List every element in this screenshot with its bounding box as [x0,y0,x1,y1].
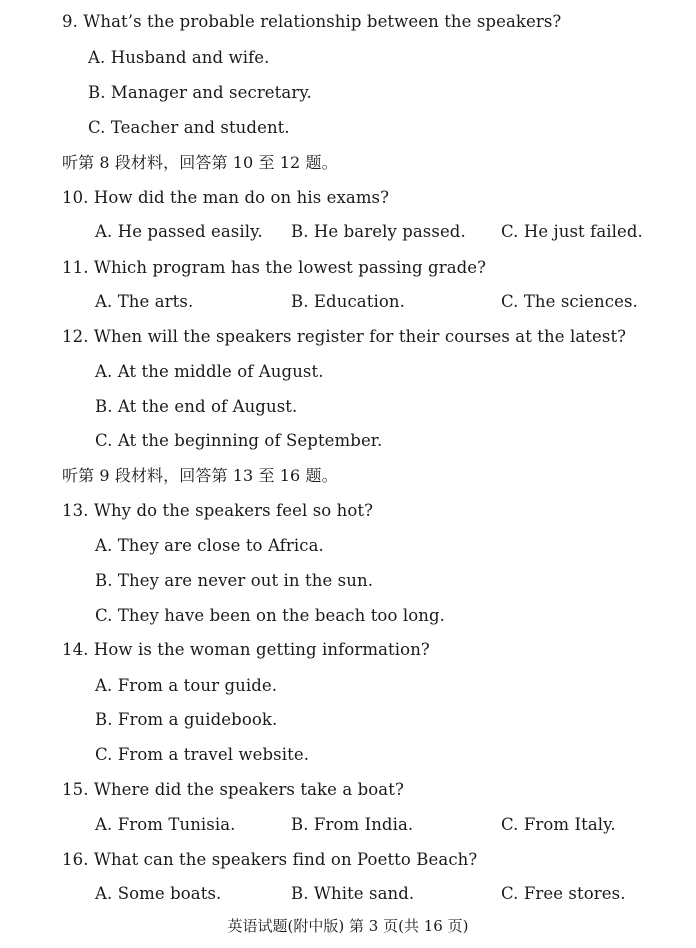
question-9-option-b: B. Manager and secretary. [88,83,312,102]
question-13: 13. Why do the speakers feel so hot? [62,501,374,520]
question-9-option-c: C. Teacher and student. [88,118,290,137]
question-12-option-c: C. At the beginning of September. [95,431,383,450]
question-16-option-b: B. White sand. [291,884,415,903]
question-10: 10. How did the man do on his exams? [62,188,390,207]
question-12-option-b: B. At the end of August. [95,397,298,416]
question-10-options [95,222,655,242]
question-14-option-b: B. From a guidebook. [95,710,278,729]
question-16-option-a: A. Some boats. [95,884,222,903]
question-10-option-b: B. He barely passed. [291,222,466,241]
question-15-options [95,815,655,835]
question-11-option-a: A. The arts. [95,292,194,311]
question-11-options [95,292,655,312]
page-footer: 英语试题(附中版) 第 3 页(共 16 页) [227,917,469,935]
question-13-option-c: C. They have been on the beach too long. [95,606,445,625]
question-13-option-b: B. They are never out in the sun. [95,571,374,590]
question-14-option-c: C. From a travel website. [95,745,310,764]
question-15: 15. Where did the speakers take a boat? [62,780,404,799]
question-9-option-a: A. Husband and wife. [88,48,270,67]
section-8-instruction: 听第 8 段材料，回答第 10 至 12 题。 [62,153,338,172]
question-16-options [95,884,655,904]
section-9-instruction: 听第 9 段材料，回答第 13 至 16 题。 [62,466,338,485]
question-14-option-a: A. From a tour guide. [95,676,278,695]
question-9: 9. What’s the probable relationship between the speakers? [62,12,562,31]
question-15-option-a: A. From Tunisia. [95,815,236,834]
question-14: 14. How is the woman getting information? [62,640,430,659]
question-13-option-a: A. They are close to Africa. [95,536,324,555]
question-11-option-c: C. The sciences. [501,292,638,311]
question-11-option-b: B. Education. [291,292,405,311]
question-16-option-c: C. Free stores. [501,884,626,903]
question-12: 12. When will the speakers register for their courses at the latest? [62,327,627,346]
question-10-option-a: A. He passed easily. [95,222,263,241]
question-12-option-a: A. At the middle of August. [95,362,324,381]
question-10-option-c: C. He just failed. [501,222,643,241]
question-15-option-c: C. From Italy. [501,815,616,834]
question-15-option-b: B. From India. [291,815,414,834]
question-16: 16. What can the speakers find on Poetto Beach? [62,850,478,869]
question-11: 11. Which program has the lowest passing grade? [62,258,487,277]
